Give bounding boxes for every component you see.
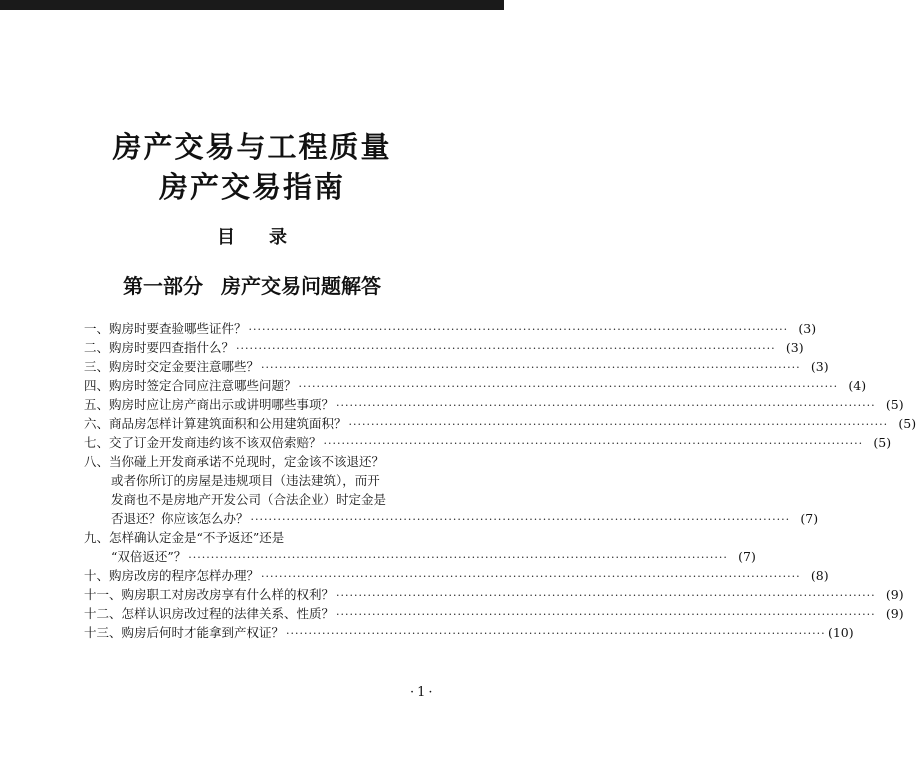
dot-leader: ························································································································ xyxy=(236,342,776,355)
dot-leader: ························································································································ xyxy=(248,323,789,336)
toc-heading-char1: 目 xyxy=(217,227,235,248)
toc-entry-title: 购房时要四查指什么？ xyxy=(109,340,235,355)
toc-entry-number: 三、 xyxy=(84,359,110,374)
toc-entry-title: 交了订金开发商违约该不该双倍索赔？ xyxy=(109,435,322,450)
toc-entry[interactable] xyxy=(84,357,829,376)
toc-entry-number: 八、 xyxy=(84,454,110,469)
part-title: 房产交易问题解答 xyxy=(221,274,381,298)
toc-entry[interactable] xyxy=(84,414,916,433)
toc-entry-page: (7) xyxy=(738,549,756,564)
toc-entry-number: 七、 xyxy=(84,435,110,450)
toc-entry[interactable] xyxy=(84,452,819,528)
toc-entry-title: 发商也不是房地产开发公司（合法企业）时定金是 xyxy=(111,492,387,507)
toc-entry[interactable] xyxy=(84,528,756,566)
toc-entry[interactable] xyxy=(84,319,817,338)
toc-entry-number: 六、 xyxy=(84,416,110,431)
toc-entry-title: “双倍返还”？ xyxy=(111,549,187,564)
toc-heading xyxy=(0,226,504,250)
book-title-line1: 房产交易与工程质量 xyxy=(112,130,392,164)
toc-entry-page: (5) xyxy=(873,435,892,450)
toc-entry-title: 购房时交定金要注意哪些？ xyxy=(109,359,260,374)
toc-entry-title: 购房职工对房改房享有什么样的权利？ xyxy=(121,587,335,602)
dot-leader: ························································································································ xyxy=(323,437,864,450)
page-number: ·1· xyxy=(410,685,436,700)
toc-entry-number: 十、 xyxy=(84,568,110,583)
dot-leader: ························································································································ xyxy=(286,627,826,640)
toc-entry[interactable] xyxy=(84,566,829,585)
toc-entry-page: (9) xyxy=(885,606,904,621)
part-number: 第一部分 xyxy=(123,274,203,298)
book-title-line2: 房产交易指南 xyxy=(158,170,345,204)
toc-entry-title: 购房后何时才能拿到产权证？ xyxy=(121,625,285,640)
dot-leader: ························································································································ xyxy=(336,399,876,412)
toc-entry-page: (7) xyxy=(800,511,819,526)
toc-entry-title: 当你碰上开发商承诺不兑现时，定金该不该退还？ xyxy=(109,454,385,469)
dot-leader: ························································································································ xyxy=(336,608,876,621)
toc-entry-page: (3) xyxy=(785,340,804,355)
toc-entry-title: 或者你所订的房屋是违规项目（违法建筑），而开 xyxy=(111,473,380,488)
toc-entry-number: 十二、 xyxy=(84,606,122,621)
toc-entry-number: 十一、 xyxy=(84,587,122,602)
part-heading xyxy=(0,272,504,300)
toc-entry-title: 否退还？你应该怎么办？ xyxy=(111,511,249,526)
toc-entry[interactable] xyxy=(84,433,892,452)
toc-entry[interactable] xyxy=(84,376,867,395)
toc-entry-number: 二、 xyxy=(84,340,110,355)
toc-entry-number: 十三、 xyxy=(84,625,122,640)
toc-entry-page: (4) xyxy=(848,378,867,393)
toc-entry-number: 一、 xyxy=(84,321,110,336)
toc-entry-title: 购房时要查验哪些证件？ xyxy=(109,321,247,336)
toc-entry-page: (9) xyxy=(885,587,904,602)
toc-entry-number: 九、 xyxy=(84,530,110,545)
dot-leader: ························································································································ xyxy=(298,380,839,393)
dot-leader: ························································································································ xyxy=(261,361,801,374)
dot-leader: ························································································································ xyxy=(348,418,889,431)
toc-entry-page: (3) xyxy=(798,321,817,336)
toc-list xyxy=(84,319,916,642)
dot-leader: ························································································································ xyxy=(250,513,791,526)
dot-leader: ························································································································ xyxy=(261,570,801,583)
toc-heading-char2: 录 xyxy=(269,227,287,248)
dot-leader: ························································································································ xyxy=(188,551,728,564)
toc-entry[interactable] xyxy=(84,585,904,604)
toc-entry-title: 怎样认识房改过程的法律关系、性质？ xyxy=(121,606,335,621)
toc-entry-number: 四、 xyxy=(84,378,110,393)
toc-entry-title: 购房改房的程序怎样办理？ xyxy=(109,568,260,583)
toc-entry-title: 商品房怎样计算建筑面积和公用建筑面积？ xyxy=(109,416,347,431)
toc-entry[interactable] xyxy=(84,338,804,357)
dot-leader: ························································································································ xyxy=(336,589,876,602)
toc-entry-page: (3) xyxy=(810,359,829,374)
toc-entry[interactable] xyxy=(84,623,854,642)
toc-entry-title: 购房时应让房产商出示或讲明哪些事项？ xyxy=(109,397,335,412)
toc-entry-number: 五、 xyxy=(84,397,110,412)
toc-entry-title: 怎样确认定金是“不予返还”还是 xyxy=(109,530,285,545)
toc-entry[interactable] xyxy=(84,604,904,623)
toc-entry-page: (10) xyxy=(827,625,854,640)
toc-entry-title: 购房时签定合同应注意哪些问题？ xyxy=(109,378,297,393)
toc-entry-page: (5) xyxy=(898,416,916,431)
toc-entry[interactable] xyxy=(84,395,904,414)
toc-entry-page: (5) xyxy=(885,397,904,412)
toc-entry-page: (8) xyxy=(810,568,829,583)
